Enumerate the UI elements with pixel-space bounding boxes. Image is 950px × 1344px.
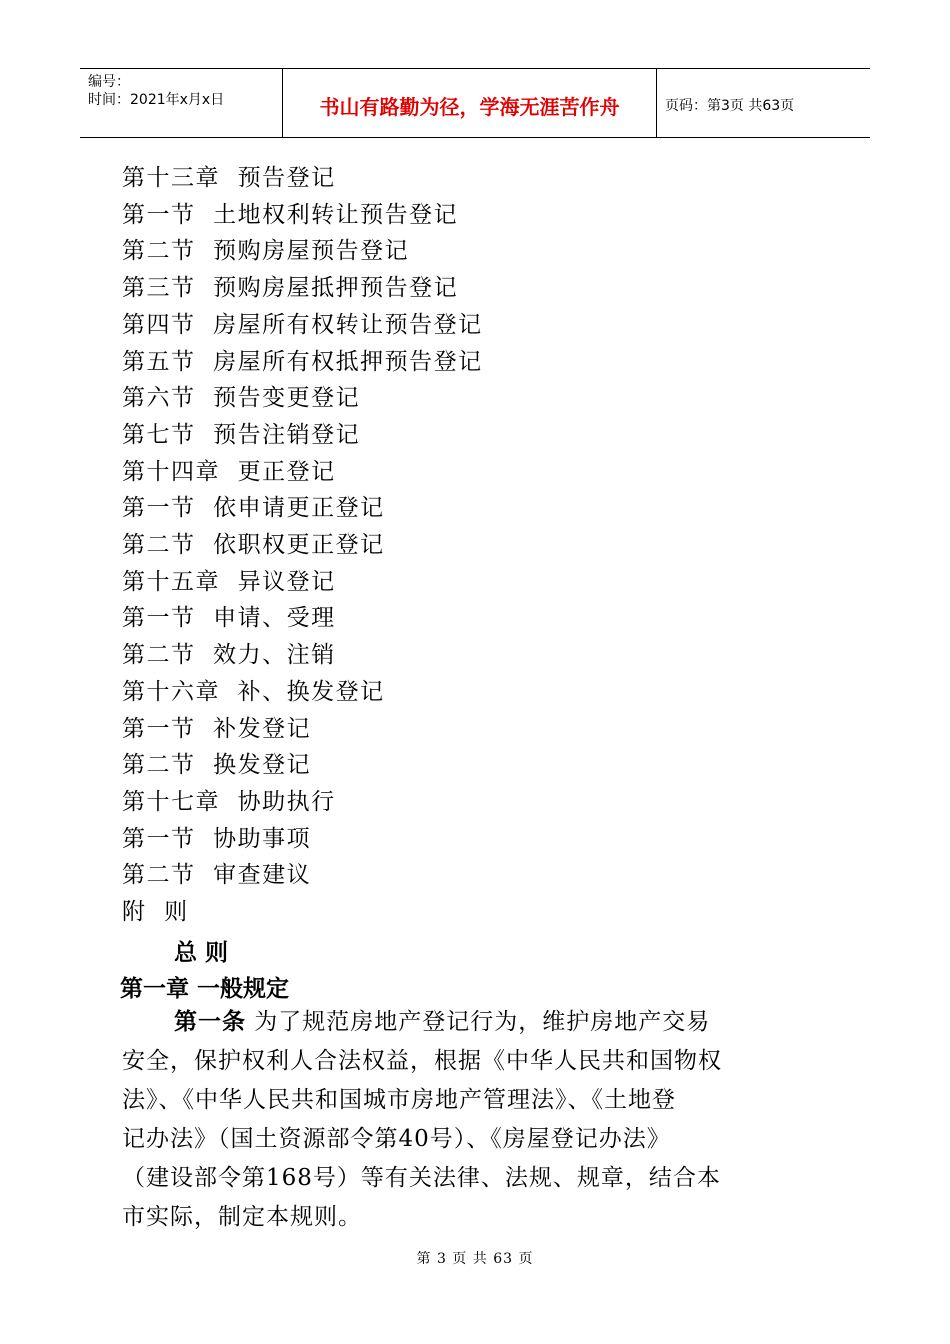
article-line: （建设部令第168号）等有关法律、法规、规章，结合本: [122, 1165, 721, 1191]
toc-entry: 第十五章 异议登记: [122, 568, 336, 595]
toc-entry: 第二节 预购房屋预告登记: [122, 238, 410, 265]
toc-entry: 第二节 换发登记: [122, 752, 312, 779]
article-line: 法》、《中华人民共和国城市房地产管理法》、《土地登: [122, 1087, 676, 1113]
article-line: 记办法》（国土资源部令第40号）、《房屋登记办法》: [122, 1126, 671, 1152]
header-meta-cell: [80, 69, 283, 137]
article-line: 市实际，制定本规则。: [122, 1204, 362, 1230]
toc-entry: 第七节 预告注销登记: [122, 421, 361, 448]
page-footer: 第 3 页 共 63 页: [416, 1251, 534, 1267]
header-motto: 书山有路勤为径，学海无涯苦作舟: [283, 69, 657, 137]
toc-entry: 第十四章 更正登记: [122, 458, 336, 485]
article-paragraph: [122, 1003, 772, 1237]
toc-entry: 第五节 房屋所有权抵押预告登记: [122, 348, 483, 375]
toc-entry: 第一节 补发登记: [122, 715, 312, 742]
toc-entry: 第十六章 补、换发登记: [122, 678, 385, 705]
date-label: 时间：2021年x月x日: [88, 92, 225, 108]
toc-entry: 第十三章 预告登记: [122, 165, 336, 191]
toc-entry: 第一节 申请、受理: [122, 605, 336, 632]
toc-entry: 第二节 效力、注销: [122, 642, 336, 669]
table-of-contents: [122, 160, 483, 931]
toc-entry: 附 则: [122, 899, 189, 926]
chapter-heading: 第一章 一般规定: [120, 976, 290, 1002]
toc-entry: 第四节 房屋所有权转让预告登记: [122, 311, 483, 338]
toc-entry: 第一节 依申请更正登记: [122, 495, 385, 522]
toc-entry: 第二节 依职权更正登记: [122, 532, 385, 559]
article-label: 第一条: [174, 1009, 246, 1035]
toc-entry: 第三节 预购房屋抵押预告登记: [122, 275, 459, 302]
article-line: 为了规范房地产登记行为，维护房地产交易: [246, 1009, 711, 1035]
header-page-info: 页码：第3页 共63页: [665, 98, 795, 114]
general-provisions-heading: 总 则: [174, 940, 229, 966]
article-line: 安全，保护权利人合法权益，根据《中华人民共和国物权: [122, 1048, 722, 1074]
toc-entry: 第一节 土地权利转让预告登记: [122, 201, 459, 228]
toc-entry: 第十七章 协助执行: [122, 788, 336, 815]
toc-entry: 第一节 协助事项: [122, 825, 312, 852]
toc-entry: 第六节 预告变更登记: [122, 385, 361, 412]
document-header: [80, 68, 870, 138]
toc-entry: 第二节 审查建议: [122, 862, 312, 889]
number-label: 编号：: [88, 74, 130, 90]
